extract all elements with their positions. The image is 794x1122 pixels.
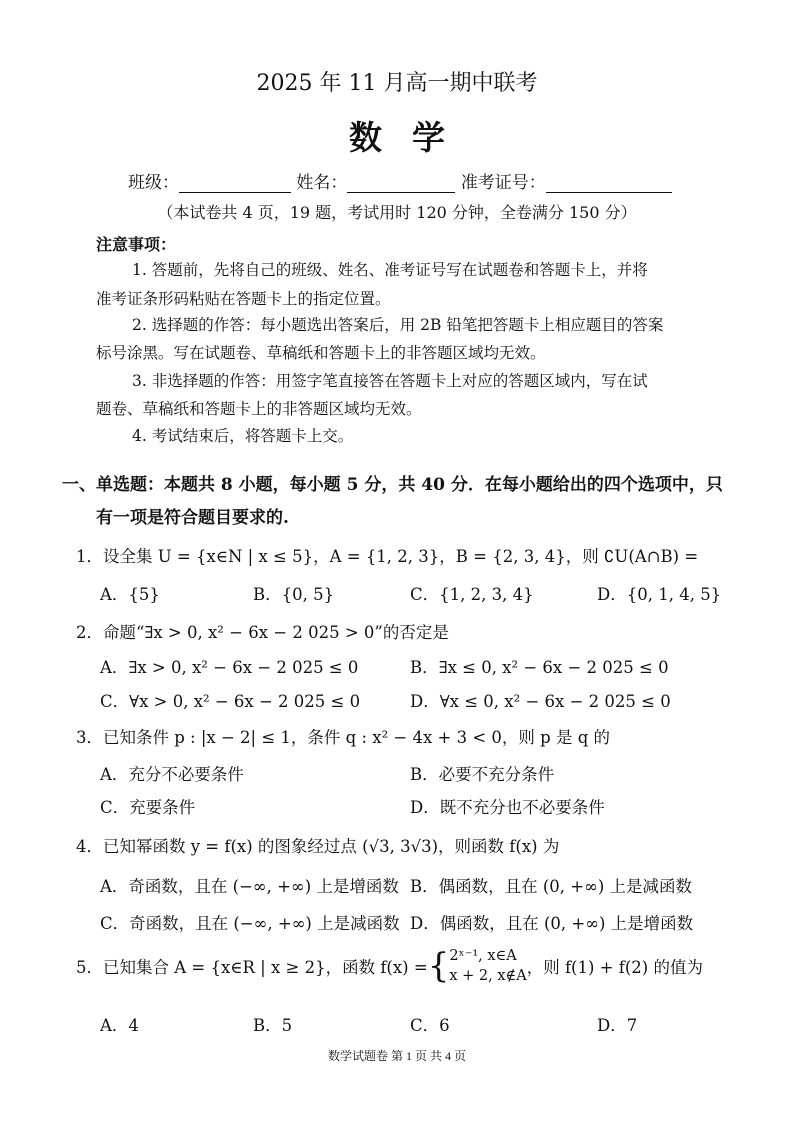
notice-item: 3. 非选择题的作答：用签字笔直接答在答题卡上对应的答题区域内，写在试 <box>132 372 648 390</box>
question-stem: 3．已知条件 p : |x − 2| ≤ 1，条件 q : x² − 4x + 3 < 0，则 p 是 q 的 <box>76 728 611 747</box>
question-stem <box>76 946 703 986</box>
subject-title: 数学 <box>349 118 475 157</box>
option-d[interactable]: D．偶函数，且在 (0, +∞) 上是增函数 <box>410 914 694 933</box>
notices-title: 注意事项： <box>96 235 177 254</box>
option-d[interactable]: D．{0, 1, 4, 5} <box>597 585 722 604</box>
option-d[interactable]: D．既不充分也不必要条件 <box>410 798 605 817</box>
name-label: 姓名： <box>296 173 348 193</box>
option-b[interactable]: B．偶函数，且在 (0, +∞) 上是减函数 <box>410 877 693 896</box>
class-blank[interactable] <box>179 174 291 193</box>
option-d[interactable]: D．∀x ≤ 0, x² − 6x − 2 025 ≤ 0 <box>410 692 671 711</box>
notice-item: 1. 答题前，先将自己的班级、姓名、准考证号写在试题卷和答题卡上，并将 <box>132 261 648 279</box>
option-b[interactable]: B．必要不充分条件 <box>410 765 555 784</box>
option-b[interactable]: B．{0, 5} <box>253 585 335 604</box>
question-stem-part2: ，则 f(1) + f(2) 的值为 <box>526 958 703 977</box>
option-d[interactable]: D．7 <box>597 1016 638 1035</box>
student-info-row <box>128 168 672 193</box>
option-a[interactable]: A．奇函数，且在 (−∞, +∞) 上是增函数 <box>100 877 399 896</box>
question-stem: 1．设全集 U = {x∈N | x ≤ 5}，A = {1, 2, 3}，B = {2, 3, 4}，则 ∁U(A∩B) = <box>76 547 699 566</box>
option-a[interactable]: A．4 <box>100 1016 139 1035</box>
option-c[interactable]: C．6 <box>410 1016 450 1035</box>
page-footer: 数学试题卷 第 1 页 共 4 页 <box>327 1049 466 1063</box>
exam-note: （本试卷共 4 页，19 题，考试用时 120 分钟，全卷满分 150 分） <box>157 203 637 222</box>
option-b[interactable]: B．∃x ≤ 0, x² − 6x − 2 025 ≤ 0 <box>410 658 669 677</box>
option-c[interactable]: C．{1, 2, 3, 4} <box>410 585 534 604</box>
question-stem: 2．命题“∃x > 0, x² − 6x − 2 025 > 0”的否定是 <box>76 623 449 642</box>
question-stem-part1: 5．已知集合 A = {x∈R | x ≥ 2}，函数 f(x) = <box>76 958 428 977</box>
notice-item: 标号涂黑。写在试题卷、草稿纸和答题卡上的非答题区域均无效。 <box>96 344 546 362</box>
piece-case-1: 2ˣ⁻¹, x∈A <box>449 948 517 964</box>
option-c[interactable]: C．奇函数，且在 (−∞, +∞) 上是减函数 <box>100 914 400 933</box>
notice-item: 准考证条形码粘贴在答题卡上的指定位置。 <box>96 290 391 308</box>
section-heading: 一、单选题：本题共 8 小题，每小题 5 分，共 40 分．在每小题给出的四个选项中，只 <box>62 475 723 495</box>
name-blank[interactable] <box>347 174 455 193</box>
question-stem: 4．已知幂函数 y = f(x) 的图象经过点 (√3, 3√3)，则函数 f(x) 为 <box>76 837 560 856</box>
option-a[interactable]: A．{5} <box>100 585 160 604</box>
notice-item: 题卷、草稿纸和答题卡上的非答题区域均无效。 <box>96 400 422 418</box>
option-c[interactable]: C．∀x > 0, x² − 6x − 2 025 ≤ 0 <box>100 692 361 711</box>
piece-case-2: x + 2, x∉A <box>449 968 527 984</box>
piecewise-function <box>449 946 526 986</box>
option-a[interactable]: A．∃x > 0, x² − 6x − 2 025 ≤ 0 <box>100 658 359 677</box>
notice-item: 2. 选择题的作答：每小题选出答案后，用 2B 铅笔把答题卡上相应题目的答案 <box>132 316 664 334</box>
exam-title: 2025 年 11 月高一期中联考 <box>256 71 538 96</box>
ticket-label: 准考证号： <box>460 173 546 193</box>
option-b[interactable]: B．5 <box>253 1016 293 1035</box>
option-c[interactable]: C．充要条件 <box>100 798 196 817</box>
notice-item: 4. 考试结束后，将答题卡上交。 <box>132 427 354 445</box>
option-a[interactable]: A．充分不必要条件 <box>100 765 244 784</box>
class-label: 班级： <box>128 173 179 193</box>
brace-icon: { <box>427 946 450 986</box>
ticket-blank[interactable] <box>546 174 672 193</box>
section-heading-cont: 有一项是符合题目要求的. <box>96 508 289 528</box>
